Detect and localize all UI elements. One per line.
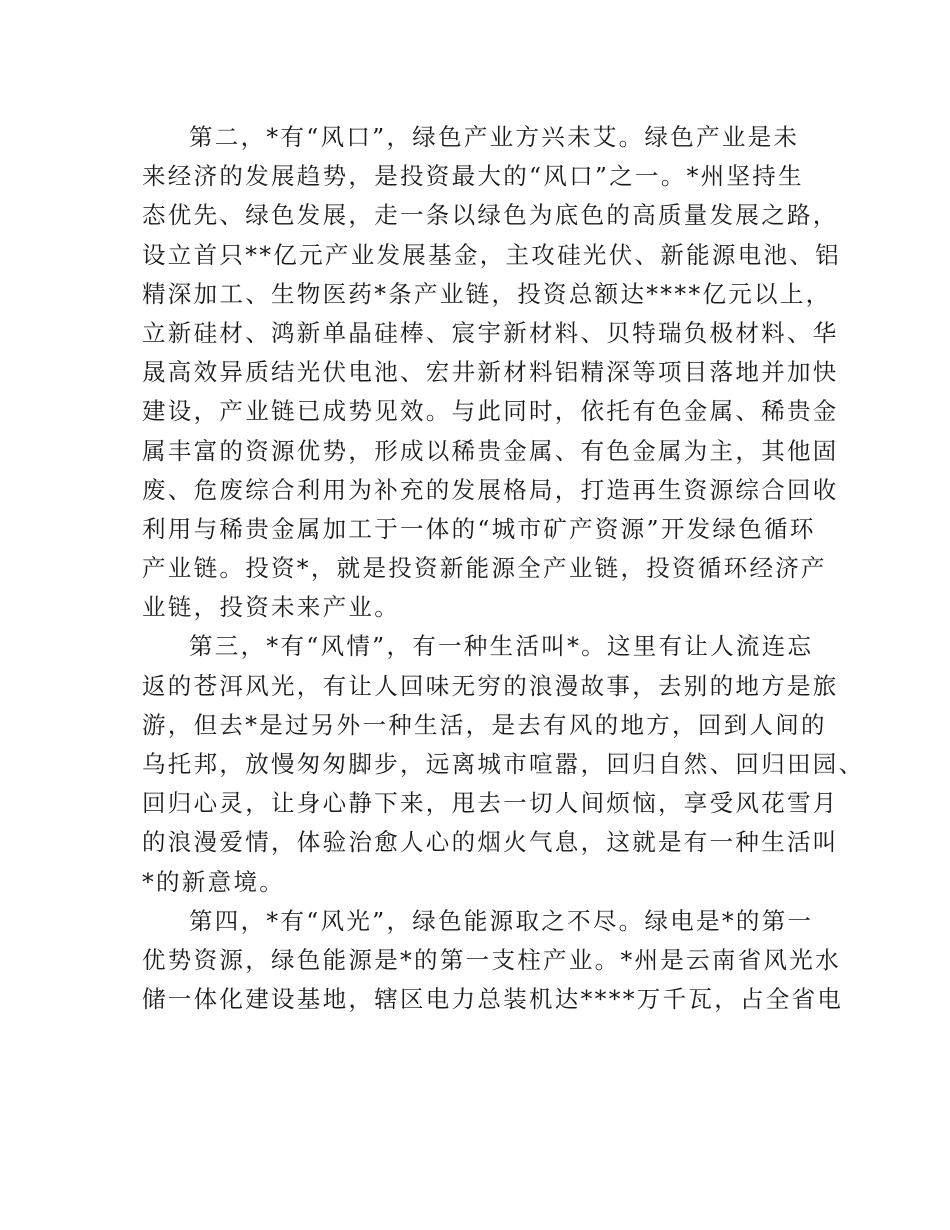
text-line: 属丰富的资源优势，形成以稀贵金属、有色金属为主，其他固 — [142, 436, 839, 465]
text-line: 晟高效异质结光伏电池、宏井新材料铝精深等项目落地并加快 — [142, 358, 839, 387]
text-line: 建设，产业链已成势见效。与此同时，依托有色金属、稀贵金 — [142, 397, 839, 426]
text-line: 第二，*有“风口”，绿色产业方兴未艾。绿色产业是未 — [189, 123, 800, 151]
text-line: 储一体化建设基地，辖区电力总装机达****万千瓦，占全省电 — [142, 985, 844, 1014]
text-line: 游，但去*是过另外一种生活，是去有风的地方，回到人间的 — [142, 710, 827, 739]
text-line: 利用与稀贵金属加工于一体的“城市矿产资源”开发绿色循环 — [142, 514, 816, 543]
text-line: 回归心灵，让身心静下来，甩去一切人间烦恼，享受风花雪月 — [142, 789, 839, 818]
text-line: 第四，*有“风光”，绿色能源取之不尽。绿电是*的第一 — [189, 906, 814, 935]
body-text — [142, 118, 865, 1019]
text-line: 态优先、绿色发展，走一条以绿色为底色的高质量发展之路， — [142, 201, 839, 230]
text-line: 来经济的发展趋势，是投资最大的“风口”之一。*州坚持生 — [142, 162, 804, 191]
paragraph-third — [142, 627, 865, 901]
paragraph-fourth — [142, 902, 844, 1020]
text-line: 乌托邦，放慢匆匆脚步，远离城市喧嚣，回归自然、回归田园、 — [142, 750, 865, 778]
text-line: 第三，*有“风情”，有一种生活叫*。这里有让人流连忘 — [189, 632, 814, 661]
text-line: 立新硅材、鸿新单晶硅棒、宸宇新材料、贝特瑞负极材料、华 — [142, 318, 839, 347]
text-line: 精深加工、生物医药*条产业链，投资总额达****亿元以上， — [142, 279, 832, 308]
text-line: 优势资源，绿色能源是*的第一支柱产业。*州是云南省风光水 — [142, 945, 841, 974]
text-line: 设立首只**亿元产业发展基金，主攻硅光伏、新能源电池、铝 — [142, 240, 841, 269]
text-line: 返的苍洱风光，有让人回味无穷的浪漫故事，去别的地方是旅 — [142, 671, 839, 700]
text-line: 业链，投资未来产业。 — [142, 593, 400, 622]
text-line: 废、危废综合利用为补充的发展格局，打造再生资源综合回收 — [142, 475, 839, 504]
text-line: *的新意境。 — [142, 867, 286, 896]
paragraph-second — [142, 118, 841, 627]
text-line: 的浪漫爱情，体验治愈人心的烟火气息，这就是有一种生活叫 — [142, 828, 839, 857]
text-line: 产业链。投资*，就是投资新能源全产业链，投资循环经济产 — [142, 554, 827, 583]
